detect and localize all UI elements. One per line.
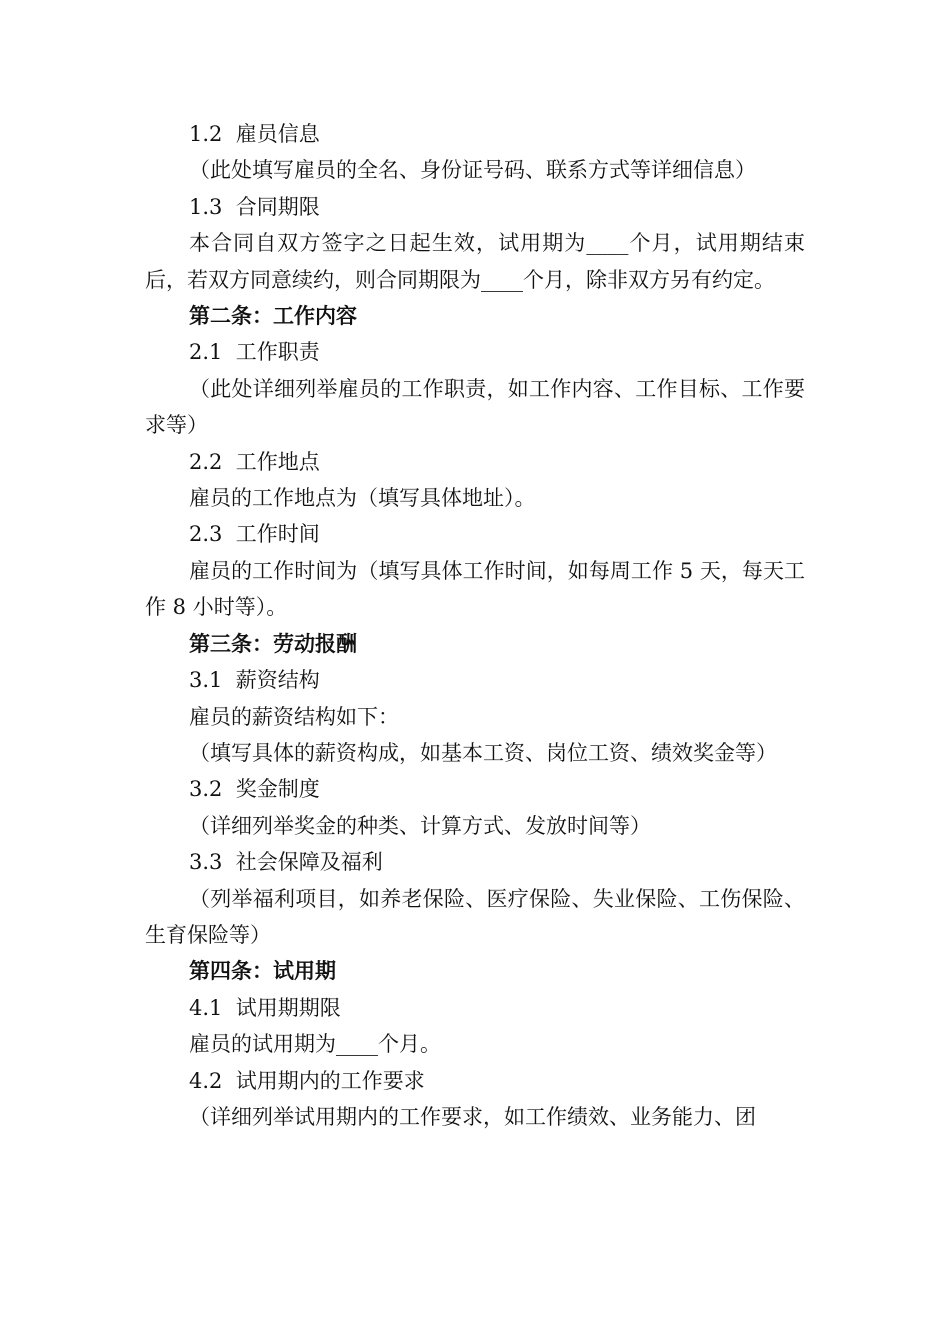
section-4-1-heading: 4.1 试用期期限 xyxy=(189,995,341,1020)
section-4-2-heading: 4.2 试用期内的工作要求 xyxy=(189,1068,425,1093)
section-1-2-body: （此处填写雇员的全名、身份证号码、联系方式等详细信息） xyxy=(189,158,756,183)
section-2-1-heading: 2.1 工作职责 xyxy=(189,340,320,365)
section-3-2-body: （详细列举奖金的种类、计算方式、发放时间等） xyxy=(189,813,651,838)
section-2-2-heading: 2.2 工作地点 xyxy=(189,449,320,474)
section-2-3-body: 雇员的工作时间为（填写具体工作时间，如每周工作 5 天，每天工作 8 小时等）。 xyxy=(145,558,805,620)
section-2-2-body: 雇员的工作地点为（填写具体地址）。 xyxy=(189,486,536,511)
article-3-title: 第三条：劳动报酬 xyxy=(189,630,357,656)
section-3-1-heading: 3.1 薪资结构 xyxy=(189,668,320,693)
section-2-1-body: （此处详细列举雇员的工作职责，如工作内容、工作目标、工作要求等） xyxy=(145,376,805,438)
section-1-3-heading: 1.3 合同期限 xyxy=(189,194,320,219)
section-2-3-heading: 2.3 工作时间 xyxy=(189,522,320,547)
section-3-3-heading: 3.3 社会保障及福利 xyxy=(189,850,383,875)
article-2-title: 第二条：工作内容 xyxy=(189,303,357,329)
section-3-1-intro: 雇员的薪资结构如下： xyxy=(189,704,399,729)
section-3-1-body: （填写具体的薪资构成，如基本工资、岗位工资、绩效奖金等） xyxy=(189,740,777,765)
section-3-3-body: （列举福利项目，如养老保险、医疗保险、失业保险、工伤保险、生育保险等） xyxy=(145,886,805,947)
section-3-2-heading: 3.2 奖金制度 xyxy=(189,777,320,802)
section-4-1-body: 雇员的试用期为____个月。 xyxy=(189,1032,441,1057)
article-4-title: 第四条：试用期 xyxy=(189,958,336,984)
section-1-2-heading: 1.2 雇员信息 xyxy=(189,122,320,146)
section-4-2-body: （详细列举试用期内的工作要求，如工作绩效、业务能力、团 xyxy=(189,1104,756,1129)
section-1-3-body: 本合同自双方签字之日起生效，试用期为____个月，试用期结束后，若双方同意续约，则合同期限为____个月，除非双方另有约定。 xyxy=(145,231,805,292)
